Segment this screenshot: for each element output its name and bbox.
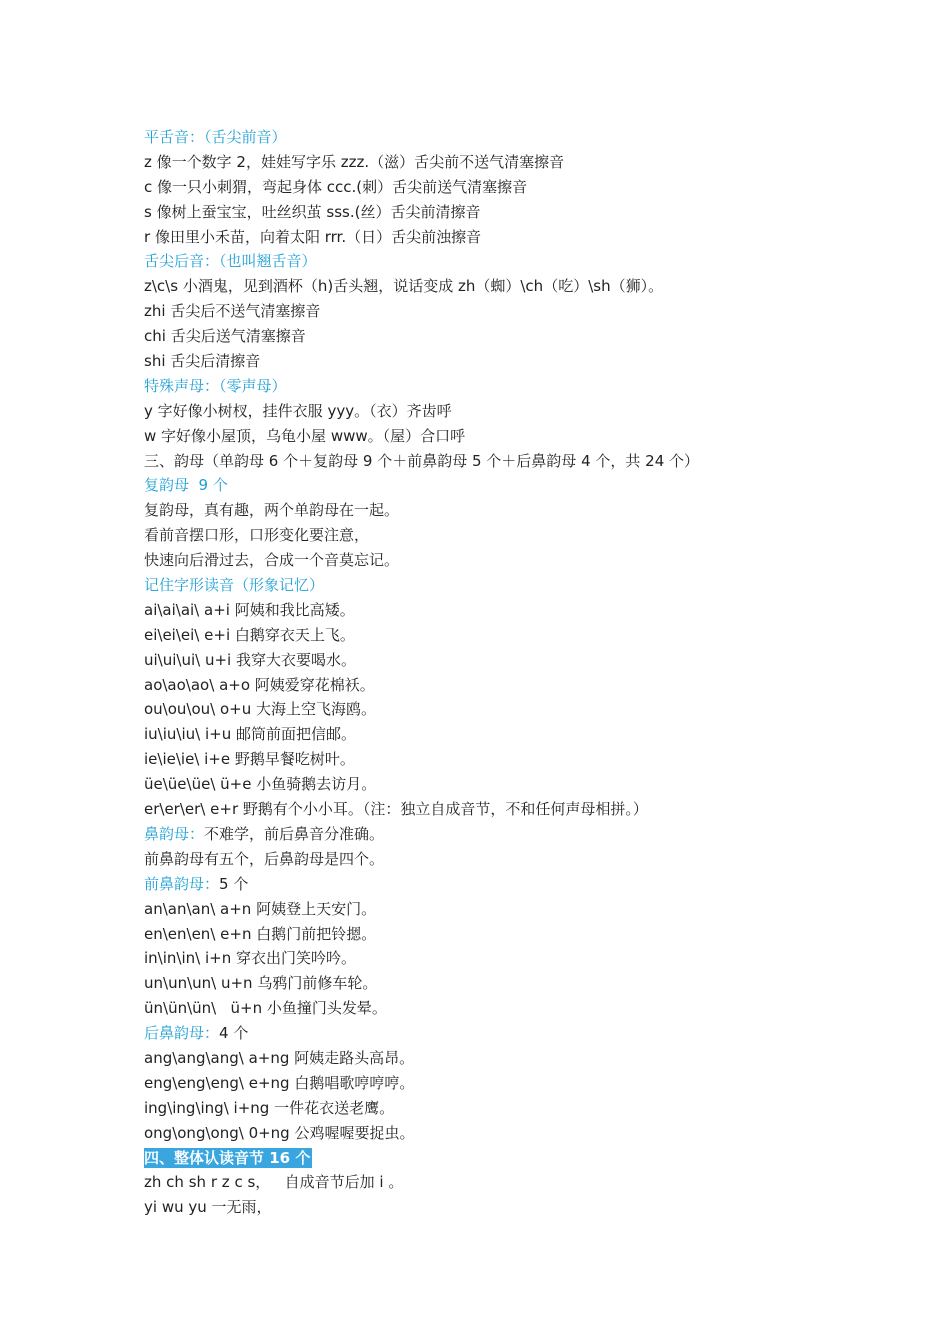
text-line: ou\ou\ou\ o+u 大海上空飞海鸥。	[144, 700, 377, 719]
text-line: 快速向后滑过去，合成一个音莫忘记。	[144, 551, 400, 570]
inline-text: 不难学，前后鼻音分准确。	[204, 824, 385, 843]
text-line: an\an\an\ a+n 阿姨登上天安门。	[144, 899, 377, 918]
text-line: z\c\s 小酒鬼，见到酒杯（h)舌头翘，说话变成 zh（蜘）\ch（吃）\sh（狮）。	[144, 277, 664, 296]
text-line: zh ch sh r z c s， 自成音节后加 i 。	[144, 1173, 404, 1192]
highlighted-text: 四、整体认读音节 16 个	[144, 1148, 311, 1167]
text-line-with-label	[144, 872, 844, 897]
text-line: un\un\un\ u+n 乌鸦门前修车轮。	[144, 974, 378, 993]
section-heading: 舌尖后音：（也叫翘舌音）	[144, 252, 317, 271]
text-line: z 像一个数字 2，娃娃写字乐 zzz.（滋）舌尖前不送气清塞擦音	[144, 152, 565, 171]
text-line: zhi 舌尖后不送气清塞擦音	[144, 302, 321, 321]
section-heading: 平舌音：（舌尖前音）	[144, 128, 287, 146]
text-line: ei\ei\ei\ e+i 白鹅穿衣天上飞。	[144, 625, 355, 644]
text-line: eng\eng\eng\ e+ng 白鹅唱歌哼哼哼。	[144, 1073, 415, 1092]
text-line: ang\ang\ang\ a+ng 阿姨走路头高昂。	[144, 1048, 415, 1067]
document-body	[144, 125, 844, 1220]
text-line: üe\üe\üe\ ü+e 小鱼骑鹅去访月。	[144, 775, 377, 794]
text-line: c 像一只小刺猬，弯起身体 ccc.(刺）舌尖前送气清塞擦音	[144, 177, 528, 196]
text-line: en\en\en\ e+n 白鹅门前把铃摁。	[144, 924, 377, 943]
section-heading: 复韵母 9 个	[144, 476, 228, 495]
text-line: r 像田里小禾苗，向着太阳 rrr.（日）舌尖前浊擦音	[144, 227, 482, 246]
text-line-with-label	[144, 1021, 844, 1046]
highlighted-section-heading	[144, 1146, 844, 1171]
text-line: ong\ong\ong\ 0+ng 公鸡喔喔要捉虫。	[144, 1123, 415, 1142]
text-line: s 像树上蚕宝宝，吐丝织茧 sss.(丝）舌尖前清擦音	[144, 202, 481, 221]
text-line: y 字好像小树杈，挂件衣服 yyy。（衣）齐齿呼	[144, 401, 452, 420]
inline-label: 后鼻韵母：	[144, 1024, 220, 1043]
text-line: 看前音摆口形，口形变化要注意，	[144, 526, 370, 545]
text-line: chi 舌尖后送气清塞擦音	[144, 327, 306, 346]
text-line: w 字好像小屋顶，乌龟小屋 www。（屋）合口呼	[144, 426, 466, 445]
text-line: ai\ai\ai\ a+i 阿姨和我比高矮。	[144, 600, 355, 619]
inline-label: 鼻韵母：	[144, 824, 205, 843]
text-line: er\er\er\ e+r 野鹅有个小小耳。（注：独立自成音节，不和任何声母相拼。）	[144, 800, 648, 819]
text-line: 三、韵母（单韵母 6 个＋复韵母 9 个＋前鼻韵母 5 个＋后鼻韵母 4 个，共 24 个）	[144, 451, 700, 470]
text-line: 复韵母，真有趣，两个单韵母在一起。	[144, 501, 400, 520]
inline-label: 前鼻韵母：	[144, 874, 220, 893]
text-line: 前鼻韵母有五个，后鼻韵母是四个。	[144, 849, 385, 868]
text-line: ao\ao\ao\ a+o 阿姨爱穿花棉袄。	[144, 675, 375, 694]
text-line: yi wu yu 一无雨，	[144, 1198, 272, 1217]
text-line: shi 舌尖后清擦音	[144, 352, 261, 371]
text-line: in\in\in\ i+n 穿衣出门笑吟吟。	[144, 949, 356, 968]
text-line: ün\ün\ün\ ü+n 小鱼撞门头发晕。	[144, 999, 387, 1018]
text-line: ie\ie\ie\ i+e 野鹅早餐吃树叶。	[144, 750, 355, 769]
text-line: ing\ing\ing\ i+ng 一件花衣送老鹰。	[144, 1098, 395, 1117]
text-line: iu\iu\iu\ i+u 邮筒前面把信邮。	[144, 725, 356, 744]
text-line: ui\ui\ui\ u+i 我穿大衣要喝水。	[144, 650, 356, 669]
inline-text: 4 个	[219, 1024, 249, 1043]
section-heading: 记住字形读音（形象记忆）	[144, 576, 325, 595]
inline-text: 5 个	[219, 874, 249, 893]
section-heading: 特殊声母：（零声母）	[144, 376, 287, 395]
text-line-with-label	[144, 822, 844, 847]
